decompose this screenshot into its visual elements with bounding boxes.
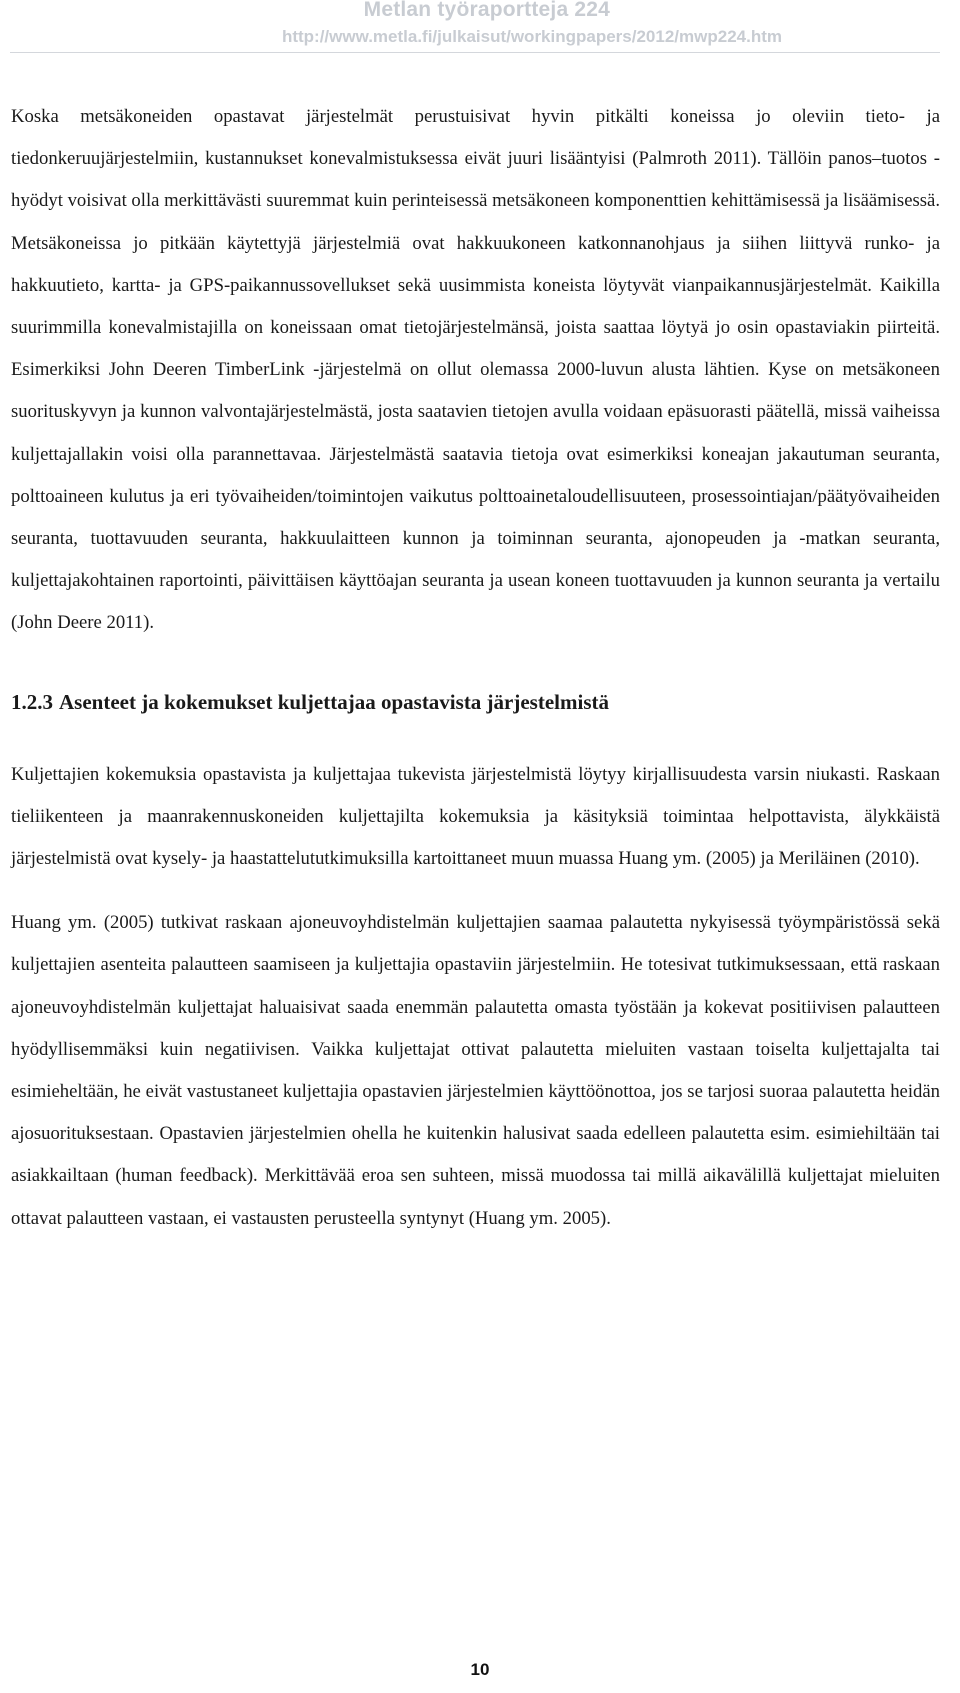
document-body (11, 96, 940, 1240)
body-paragraph: Huang ym. (2005) tutkivat raskaan ajoneuvoyhdistelmän kuljettajien saamaa palautetta nykyisessä työympäristössä sekä kuljettajien asenteita palautteen saamiseen ja kuljettajia opastaviin järjestelmiin. He totesivat tutkimuksessaan, että raskaan ajoneuvoyhdistelmän kuljettajat haluaisivat saada enemmän palautetta omasta työstään ja kokevat positiivisen palautteen hyödyllisemmäksi kuin negatiivisen. Vaikka kuljettajat ottivat palautetta mieluiten vastaan toiselta kuljettajalta tai esimieheltään, he eivät vastustaneet kuljettajia opastavien järjestelmien käyttöönottoa, jos se tarjosi suoraa palautetta heidän ajosuorituksestaan. Opastavien järjestelmien ohella he kuitenkin halusivat saada edelleen palautetta esim. esimiehiltään tai asiakkailtaan (human feedback). Merkittävää eroa sen suhteen, missä muodossa tai millä aikavälillä kuljettajat mieluiten ottavat palautteen vastaan, ei vastausten perusteella syntynyt (Huang ym. 2005). (11, 912, 940, 1229)
body-paragraph: Koska metsäkoneiden opastavat järjestelmät perustuisivat hyvin pitkälti koneissa jo oleviin tieto- ja tiedonkeruujärjestelmiin, kustannukset konevalmistuksessa eivät juuri lisääntyisi (Palmroth 2011). Tällöin panos–tuotos -hyödyt voisivat olla merkittävästi suuremmat kuin perinteisessä metsäkoneen komponenttien kehittämisessä ja lisäämisessä. Metsäkoneissa jo pitkään käytettyjä järjestelmiä ovat hakkuukoneen katkonnanohjaus ja siihen liittyvä runko- ja hakkuutieto, kartta- ja GPS-paikannussovellukset sekä uusimmista koneista löytyvät vianpaikannusjärjestelmät. Kaikilla suurimmilla konevalmistajilla on koneissaan omat tietojärjestelmänsä, joista saattaa löytyä jo osin opastaviakin piirteitä. Esimerkiksi John Deeren TimberLink -järjestelmä on ollut olemassa 2000-luvun alusta lähtien. Kyse on metsäkoneen suorituskyvyn ja kunnon valvontajärjestelmästä, josta saatavien tietojen avulla voidaan epäsuorasti päätellä, missä vaiheissa kuljettajallakin voisi olla parannettavaa. Järjestelmästä saatavia tietoja ovat esimerkiksi koneajan jakautuman seuranta, polttoaineen kulutus ja eri työvaiheiden/toimintojen vaikutus polttoainetaloudellisuuteen, prosessointiajan/päätyövaiheiden seuranta, tuottavuuden seuranta, hakkuulaitteen kunnon ja toiminnan seuranta, ajonopeuden ja -matkan seuranta, kuljettajakohtainen raportointi, päivittäisen käyttöajan seuranta ja usean koneen tuottavuuden ja kunnon seuranta ja vertailu (John Deere 2011). (11, 106, 940, 634)
section-heading (11, 682, 940, 722)
section-number: 1.2.3 (11, 689, 53, 714)
header-divider (10, 52, 940, 53)
page-header (0, 0, 960, 54)
series-title: Metlan työraportteja 224 (363, 0, 610, 21)
page-number: 10 (470, 1660, 490, 1679)
section-title: Asenteet ja kokemukset kuljettajaa opastavista järjestelmistä (59, 689, 609, 714)
body-paragraph: Kuljettajien kokemuksia opastavista ja kuljettajaa tukevista järjestelmistä löytyy kirjallisuudesta varsin niukasti. Raskaan tieliikenteen ja maanrakennuskoneiden kuljettajilta kokemuksia ja käsityksiä toimintaa helpottavista, älykkäistä järjestelmistä ovat kysely- ja haastattelututkimuksilla kartoittaneet muun muassa Huang ym. (2005) ja Meriläinen (2010). (11, 763, 940, 870)
publication-url[interactable]: http://www.metla.fi/julkaisut/workingpapers/2012/mwp224.htm (281, 27, 782, 46)
